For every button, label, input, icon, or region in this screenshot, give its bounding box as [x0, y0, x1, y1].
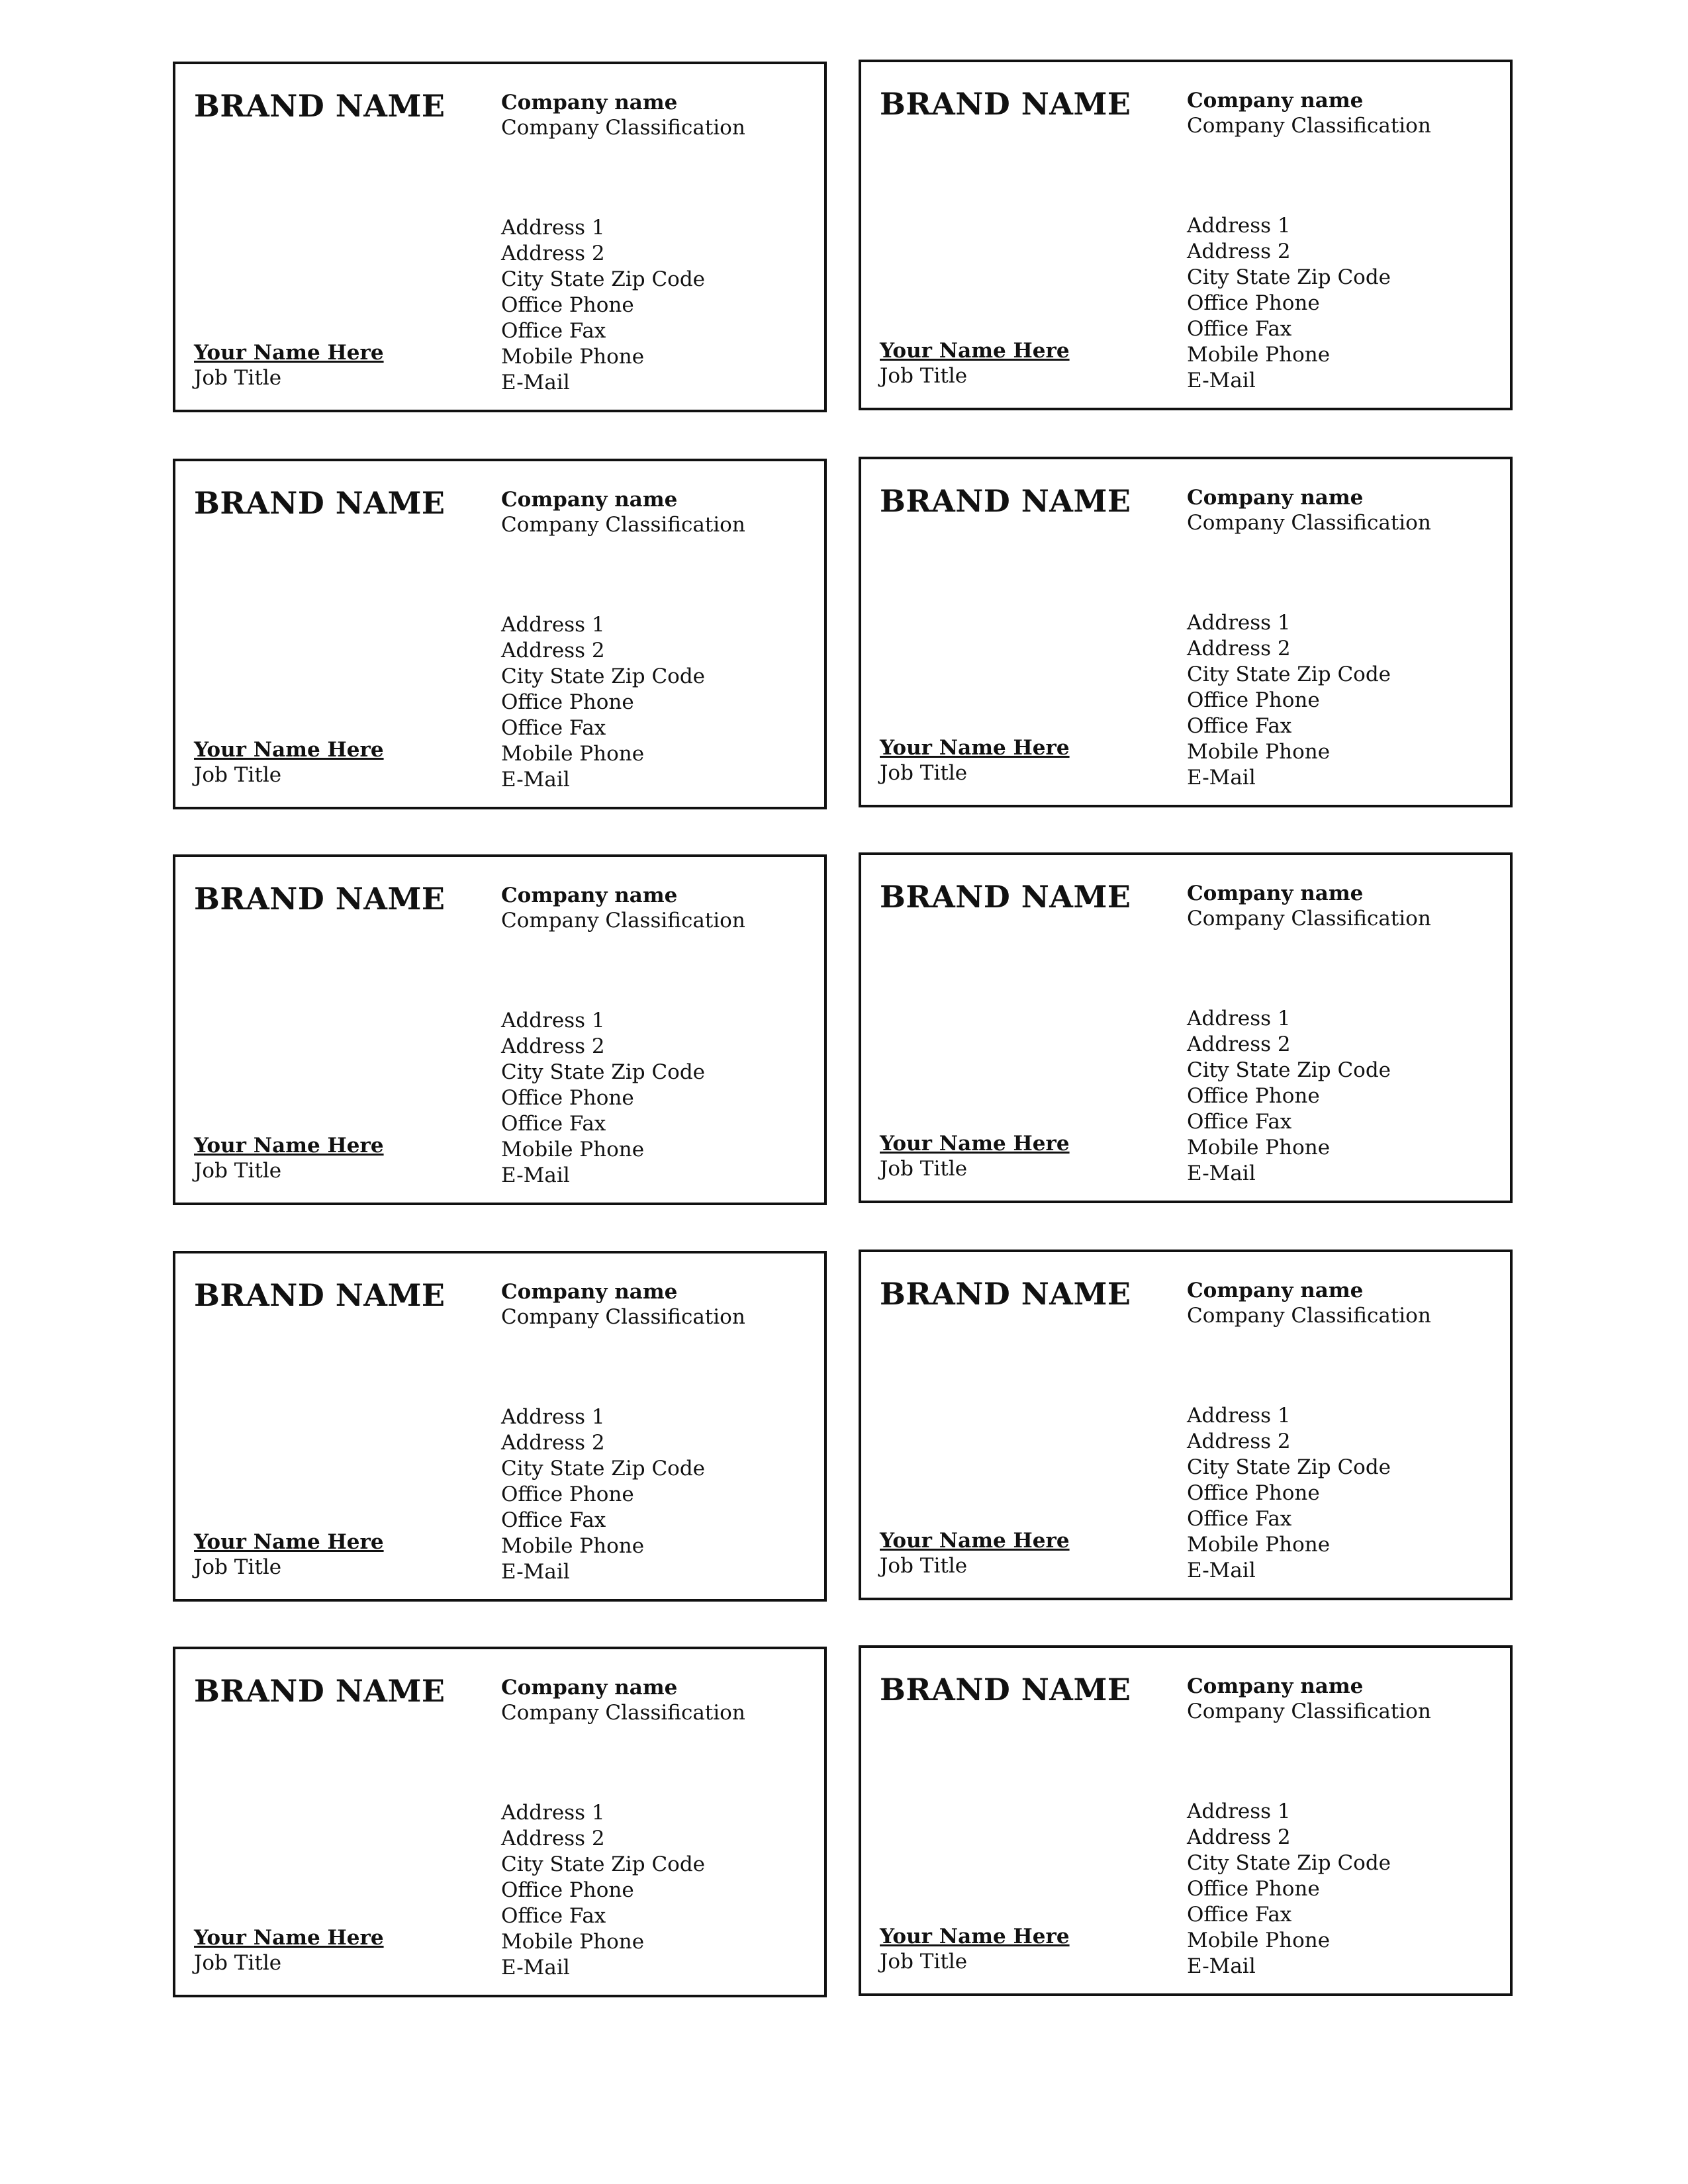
- contact-line: Office Fax: [1187, 317, 1292, 341]
- contact-line: Address 1: [501, 1009, 605, 1032]
- job-title: Job Title: [194, 1951, 282, 1975]
- contact-line: City State Zip Code: [501, 664, 706, 688]
- brand-name: BRAND NAME: [880, 879, 1131, 915]
- person-name: Your Name Here: [194, 1926, 384, 1950]
- contact-line: E-Mail: [501, 768, 570, 792]
- contact-list: [501, 612, 705, 793]
- company-name: Company name: [1187, 1279, 1364, 1302]
- company-name: Company name: [501, 1676, 678, 1700]
- contact-line: Office Phone: [1187, 1877, 1320, 1901]
- brand-name: BRAND NAME: [194, 1277, 445, 1313]
- contact-line: E-Mail: [1187, 1559, 1256, 1582]
- job-title: Job Title: [194, 1555, 282, 1579]
- business-card: [859, 1645, 1513, 1996]
- person-name: Your Name Here: [880, 1925, 1070, 1948]
- contact-list: [501, 1404, 705, 1585]
- company-classification: Company Classification: [1187, 114, 1431, 138]
- company-name: Company name: [501, 1280, 678, 1304]
- contact-line: Office Fax: [501, 319, 606, 343]
- job-title: Job Title: [880, 761, 968, 785]
- contact-line: Address 1: [501, 1801, 605, 1825]
- contact-line: Address 2: [1187, 1430, 1291, 1453]
- contact-list: [1187, 1799, 1391, 1979]
- person-name: Your Name Here: [194, 1134, 384, 1158]
- contact-line: Address 1: [1187, 214, 1291, 238]
- brand-name: BRAND NAME: [880, 1672, 1131, 1707]
- contact-line: Address 2: [1187, 1032, 1291, 1056]
- job-title: Job Title: [194, 763, 282, 787]
- contact-line: Address 1: [501, 613, 605, 637]
- company-classification: Company Classification: [1187, 1304, 1431, 1328]
- company-classification: Company Classification: [501, 116, 745, 140]
- business-card: [859, 852, 1513, 1203]
- contact-line: Address 1: [1187, 611, 1291, 635]
- contact-line: Office Fax: [1187, 1903, 1292, 1927]
- contact-line: Address 2: [501, 1034, 605, 1058]
- business-card: [173, 1251, 827, 1602]
- contact-line: City State Zip Code: [1187, 1455, 1391, 1479]
- contact-list: [1187, 1403, 1391, 1584]
- contact-line: Office Phone: [501, 293, 634, 317]
- contact-line: E-Mail: [1187, 1161, 1256, 1185]
- brand-name: BRAND NAME: [880, 1276, 1131, 1312]
- company-name: Company name: [1187, 1674, 1364, 1698]
- business-card: [859, 1250, 1513, 1600]
- company-classification: Company Classification: [501, 909, 745, 933]
- contact-line: E-Mail: [501, 1163, 570, 1187]
- company-name: Company name: [501, 91, 678, 114]
- contact-line: Mobile Phone: [501, 742, 645, 766]
- business-card: [173, 1647, 827, 1997]
- contact-line: E-Mail: [1187, 766, 1256, 790]
- business-card: [173, 62, 827, 412]
- contact-line: Address 2: [1187, 1825, 1291, 1849]
- contact-line: Office Phone: [501, 1086, 634, 1110]
- contact-line: E-Mail: [1187, 1954, 1256, 1978]
- business-card: [173, 854, 827, 1205]
- company-classification: Company Classification: [1187, 511, 1431, 535]
- contact-line: Address 1: [1187, 1007, 1291, 1030]
- company-classification: Company Classification: [501, 513, 745, 537]
- job-title: Job Title: [880, 364, 968, 388]
- company-classification: Company Classification: [501, 1701, 745, 1725]
- person-name: Your Name Here: [194, 1530, 384, 1554]
- contact-list: [501, 215, 705, 396]
- contact-line: Office Phone: [501, 1878, 634, 1902]
- contact-list: [501, 1800, 705, 1981]
- contact-line: Address 2: [501, 1431, 605, 1455]
- contact-line: Mobile Phone: [501, 1930, 645, 1954]
- contact-line: City State Zip Code: [501, 1852, 706, 1876]
- contact-line: Mobile Phone: [1187, 1929, 1331, 1952]
- contact-line: Address 2: [501, 1827, 605, 1850]
- person-name: Your Name Here: [880, 1529, 1070, 1553]
- job-title: Job Title: [880, 1950, 968, 1974]
- contact-line: City State Zip Code: [501, 267, 706, 291]
- contact-line: Mobile Phone: [501, 1534, 645, 1558]
- contact-line: Office Fax: [501, 716, 606, 740]
- contact-line: City State Zip Code: [1187, 265, 1391, 289]
- company-name: Company name: [1187, 89, 1364, 113]
- job-title: Job Title: [880, 1554, 968, 1578]
- brand-name: BRAND NAME: [880, 483, 1131, 519]
- company-classification: Company Classification: [1187, 1700, 1431, 1723]
- contact-line: Mobile Phone: [1187, 343, 1331, 367]
- contact-line: E-Mail: [501, 371, 570, 394]
- contact-line: Office Phone: [1187, 291, 1320, 315]
- contact-line: Address 2: [501, 639, 605, 662]
- contact-line: Address 2: [1187, 240, 1291, 263]
- contact-line: City State Zip Code: [501, 1060, 706, 1084]
- business-card: [173, 459, 827, 809]
- brand-name: BRAND NAME: [194, 88, 445, 124]
- contact-line: Office Phone: [1187, 688, 1320, 712]
- contact-list: [1187, 213, 1391, 394]
- company-name: Company name: [501, 884, 678, 907]
- contact-line: Office Fax: [1187, 714, 1292, 738]
- contact-line: Address 1: [1187, 1404, 1291, 1428]
- contact-line: City State Zip Code: [501, 1457, 706, 1480]
- contact-line: Address 1: [501, 216, 605, 240]
- contact-line: Address 1: [501, 1405, 605, 1429]
- contact-line: E-Mail: [501, 1956, 570, 1979]
- job-title: Job Title: [194, 1159, 282, 1183]
- contact-line: E-Mail: [501, 1560, 570, 1584]
- contact-line: Office Fax: [1187, 1110, 1292, 1134]
- contact-list: [501, 1008, 705, 1189]
- contact-line: Office Phone: [501, 690, 634, 714]
- company-classification: Company Classification: [1187, 907, 1431, 931]
- brand-name: BRAND NAME: [194, 881, 445, 917]
- contact-line: Address 1: [1187, 1799, 1291, 1823]
- person-name: Your Name Here: [880, 736, 1070, 760]
- contact-line: Office Phone: [501, 1482, 634, 1506]
- contact-line: Mobile Phone: [1187, 740, 1331, 764]
- contact-list: [1187, 610, 1391, 791]
- person-name: Your Name Here: [194, 738, 384, 762]
- brand-name: BRAND NAME: [194, 1673, 445, 1709]
- business-card: [859, 457, 1513, 807]
- person-name: Your Name Here: [880, 339, 1070, 363]
- brand-name: BRAND NAME: [880, 86, 1131, 122]
- contact-line: City State Zip Code: [1187, 1851, 1391, 1875]
- job-title: Job Title: [880, 1157, 968, 1181]
- person-name: Your Name Here: [194, 341, 384, 365]
- company-name: Company name: [501, 488, 678, 512]
- contact-line: Mobile Phone: [1187, 1533, 1331, 1557]
- brand-name: BRAND NAME: [194, 485, 445, 521]
- contact-line: Office Phone: [1187, 1084, 1320, 1108]
- contact-line: Office Fax: [1187, 1507, 1292, 1531]
- contact-line: Office Fax: [501, 1112, 606, 1136]
- company-classification: Company Classification: [501, 1305, 745, 1329]
- contact-line: Address 2: [1187, 637, 1291, 660]
- person-name: Your Name Here: [880, 1132, 1070, 1156]
- job-title: Job Title: [194, 366, 282, 390]
- contact-line: E-Mail: [1187, 369, 1256, 392]
- company-name: Company name: [1187, 882, 1364, 905]
- contact-line: Mobile Phone: [1187, 1136, 1331, 1160]
- contact-line: Mobile Phone: [501, 345, 645, 369]
- contact-line: Office Fax: [501, 1904, 606, 1928]
- company-name: Company name: [1187, 486, 1364, 510]
- contact-line: City State Zip Code: [1187, 662, 1391, 686]
- contact-list: [1187, 1006, 1391, 1187]
- contact-line: Address 2: [501, 242, 605, 265]
- contact-line: Office Fax: [501, 1508, 606, 1532]
- business-card: [859, 60, 1513, 410]
- contact-line: Office Phone: [1187, 1481, 1320, 1505]
- contact-line: City State Zip Code: [1187, 1058, 1391, 1082]
- contact-line: Mobile Phone: [501, 1138, 645, 1161]
